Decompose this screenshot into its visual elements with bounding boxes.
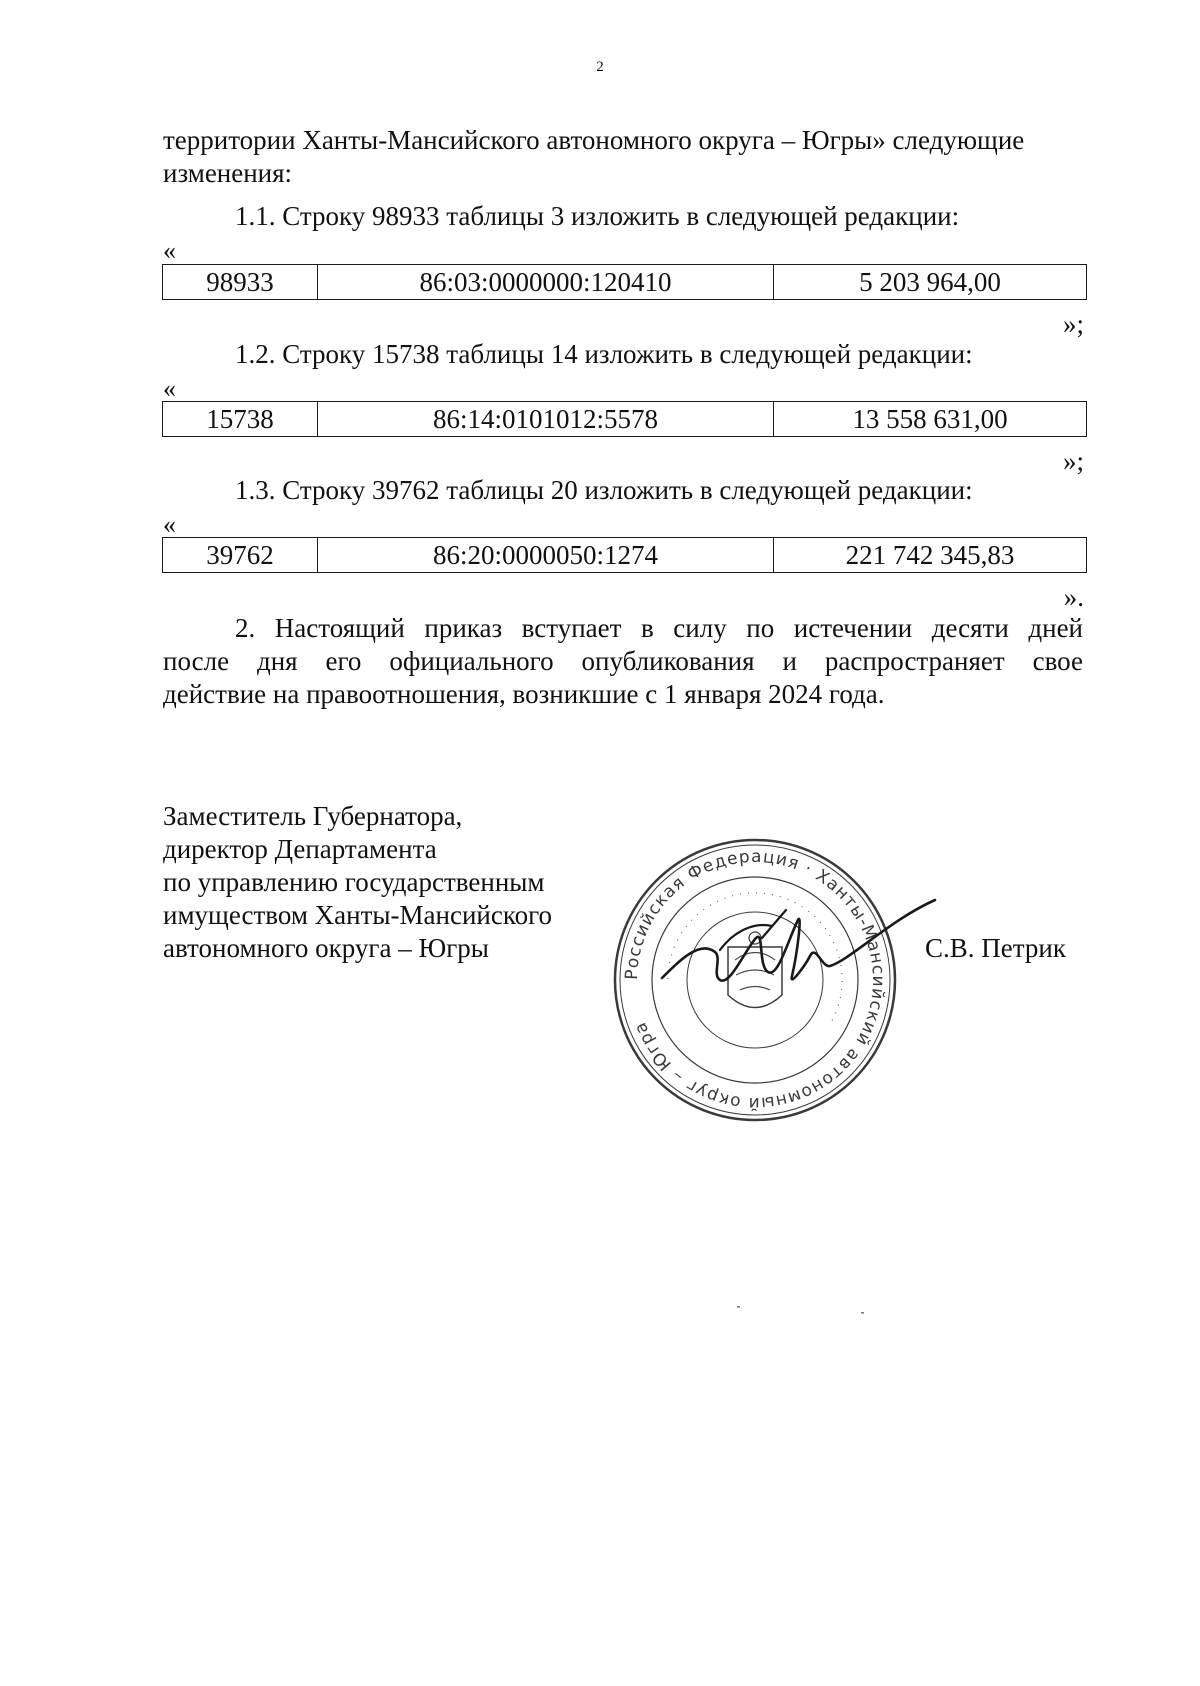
- position-line: по управлению государственным: [163, 867, 545, 897]
- cadastral-number-cell: 86:14:0101012:5578: [318, 402, 774, 437]
- item-1-3-heading: 1.3. Строку 39762 таблицы 20 изложить в следующей редакции:: [235, 475, 973, 505]
- intro-line-2: изменения:: [163, 158, 293, 188]
- signatory-position: [163, 800, 623, 965]
- item-1-3-close-quote: ».: [1063, 582, 1084, 612]
- item-1-1-open-quote: «: [163, 236, 176, 265]
- item-1-2-close-quote: »;: [1062, 446, 1084, 476]
- seal-outer-text: Российская Федерация · Ханты-Мансийский автономный округ – Югра: [621, 846, 889, 1114]
- position-line: директор Департамента: [163, 834, 437, 864]
- clause-2-line-3: действие на правоотношения, возникшие с 1 января 2024 года.: [163, 679, 885, 709]
- table-row: [163, 265, 1087, 300]
- row-number-cell: 15738: [163, 402, 318, 437]
- clause-2-line-1: 2. Настоящий приказ вступает в силу по истечении десяти дней: [235, 613, 1083, 643]
- cadastral-number-cell: 86:03:0000000:120410: [318, 265, 774, 300]
- table-row: [163, 538, 1087, 573]
- item-1-1-heading: 1.1. Строку 98933 таблицы 3 изложить в следующей редакции:: [235, 201, 960, 231]
- svg-text:· · · · · · · · · · · · · · ·: · · · · · · · · · · · · · · · · · · · · · · · · · · · · · · · · · · · · · · · ·: [663, 888, 847, 1025]
- signer-name: С.В. Петрик: [925, 933, 1066, 963]
- position-line: автономного округа – Югры: [163, 933, 489, 963]
- intro-line-1: территории Ханты-Мансийского автономного округа – Югры» следующие: [163, 125, 1025, 155]
- cadastral-value-cell: 221 742 345,83: [774, 538, 1087, 573]
- item-1-2-table: [162, 401, 1087, 437]
- row-number-cell: 98933: [163, 265, 318, 300]
- item-1-2-open-quote: «: [163, 374, 176, 403]
- cadastral-value-cell: 5 203 964,00: [774, 265, 1087, 300]
- scan-specks: [735, 1300, 875, 1320]
- cadastral-number-cell: 86:20:0000050:1274: [318, 538, 774, 573]
- position-line: Заместитель Губернатора,: [163, 801, 463, 831]
- item-1-3-open-quote: «: [163, 510, 176, 539]
- page-number: 2: [596, 59, 604, 75]
- item-1-1-table: [162, 264, 1087, 300]
- cadastral-value-cell: 13 558 631,00: [774, 402, 1087, 437]
- handwritten-signature: [660, 880, 940, 1010]
- clause-2-line-2: после дня его официального опубликования и распространяет свое: [163, 646, 1083, 676]
- row-number-cell: 39762: [163, 538, 318, 573]
- position-line: имуществом Ханты-Мансийского: [163, 900, 552, 930]
- table-row: [163, 402, 1087, 437]
- item-1-2-heading: 1.2. Строку 15738 таблицы 14 изложить в следующей редакции:: [235, 339, 973, 369]
- item-1-1-close-quote: »;: [1062, 309, 1084, 339]
- item-1-3-table: [162, 537, 1087, 573]
